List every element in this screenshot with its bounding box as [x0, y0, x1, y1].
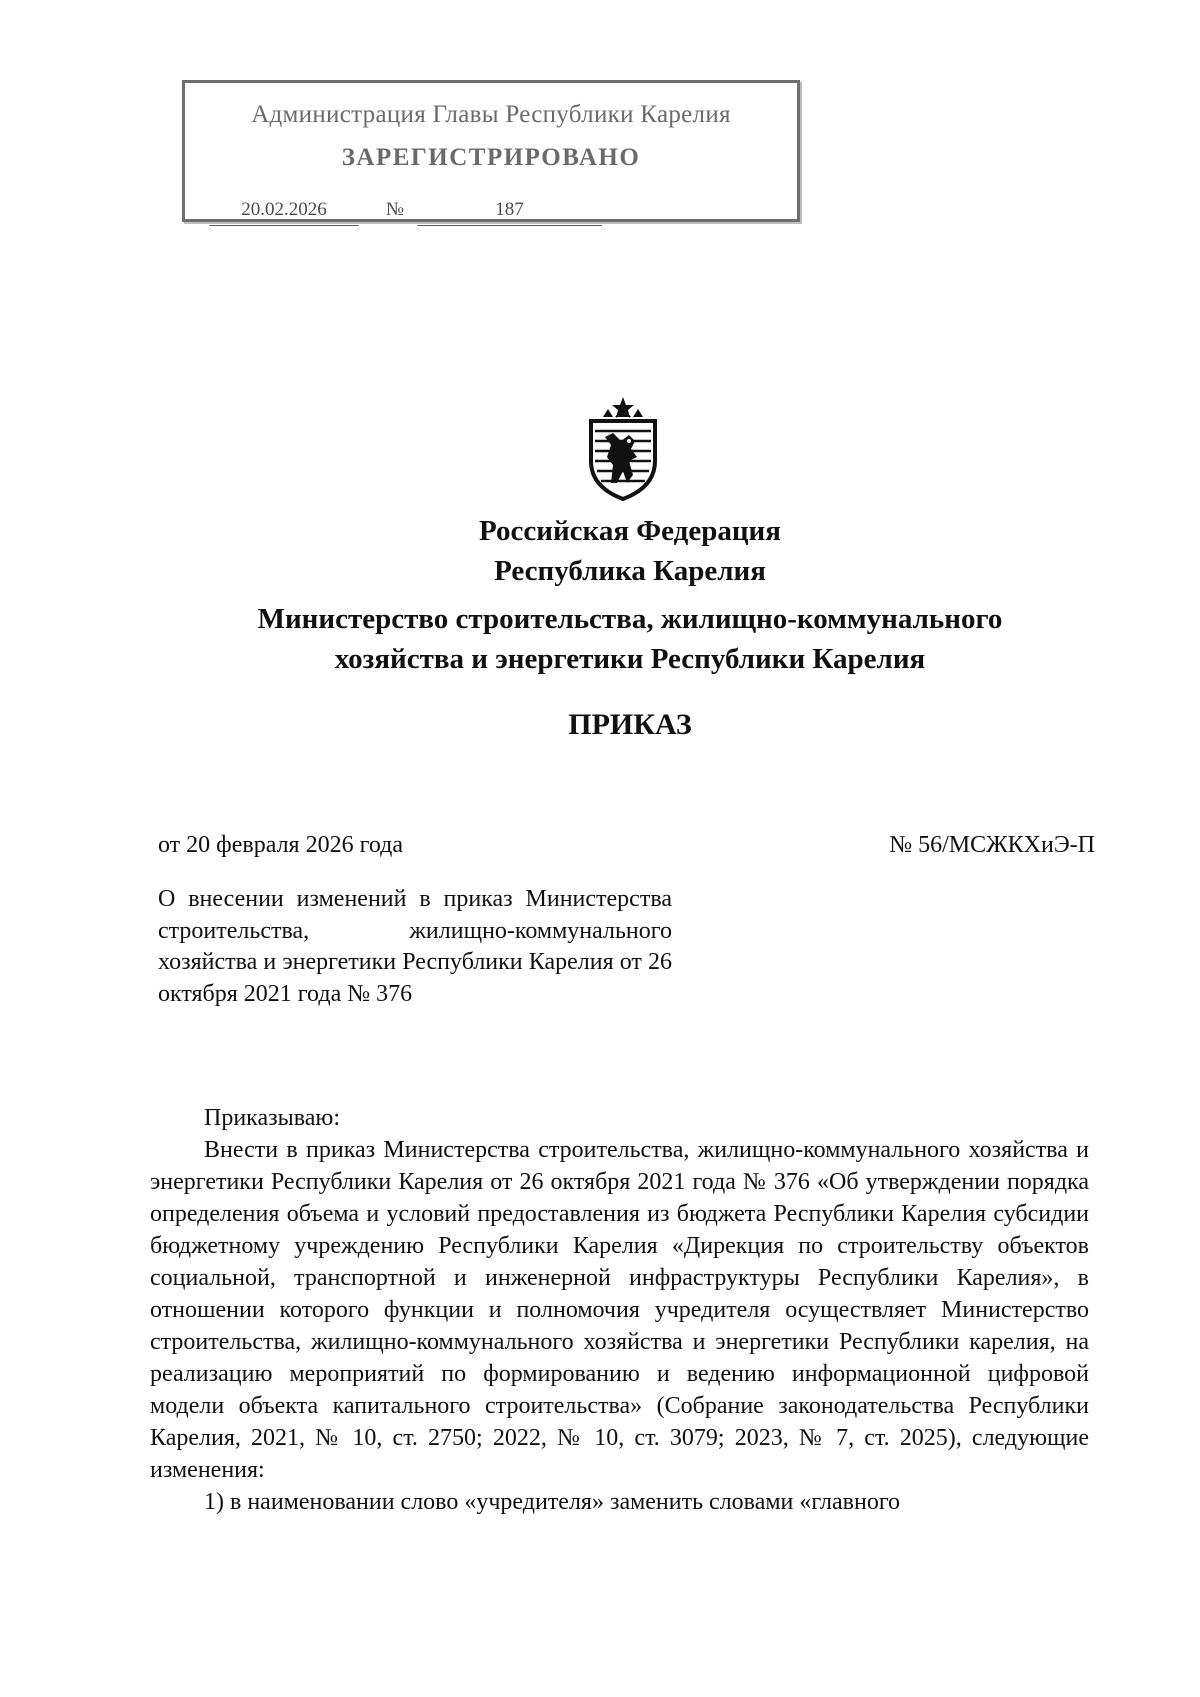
stamp-organization: Администрация Главы Республики Карелия: [251, 101, 731, 128]
order-item-1: 1) в наименовании слово «учредителя» заменить словами «главного: [204, 1489, 901, 1515]
order-paragraph: Внести в приказ Министерства строительства, жилищно-коммунального хозяйства и энергетики Республики Карелия от 26 октября 2021 года № 376 «Об утверждении порядка определения объема и условий предоставления из бюджета Республики Карелия субсидии бюджетному учреждению Республики Карелия «Дирекция по строительству объектов социальной, транспортной и инженерной инфраструктуры Республики Карелия», в отношении которого функции и полномочия учредителя осуществляет Министерство строительства, жилищно-коммунального хозяйства и энергетики Республики карелия, на реализацию мероприятий по формированию и ведению информационной цифровой модели объекта капитального строительства» (Собрание законодательства Республики Карелия, 2021, № 10, ст. 2750; 2022, № 10, ст. 3079; 2023, № 7, ст. 2025), следующие изменения:: [150, 1137, 1089, 1483]
stamp-number: 187: [417, 195, 602, 226]
order-number: № 56/МСЖКХиЭ-П: [889, 832, 1095, 858]
document-type-title: ПРИКАЗ: [568, 708, 692, 741]
order-subject: О внесении изменений в приказ Министерства строительства, жилищно-коммунального хозяйства и энергетики Республики Карелия от 26 октября 2021 года № 376: [158, 886, 672, 1007]
header-ministry-line1: Министерство строительства, жилищно-коммунального: [257, 603, 1003, 635]
karelia-coat-of-arms-icon: [583, 395, 663, 501]
order-word: Приказываю:: [204, 1105, 340, 1131]
order-date: от 20 февраля 2026 года: [158, 832, 404, 858]
header-ministry-line2: хозяйства и энергетики Республики Карелия: [334, 643, 926, 675]
order-body: [150, 1102, 1089, 1518]
stamp-number-label: №: [385, 199, 405, 220]
header-country: Российская Федерация: [479, 515, 781, 547]
stamp-date: 20.02.2026: [209, 195, 359, 226]
stamp-status: ЗАРЕГИСТРИРОВАНО: [341, 144, 641, 171]
header-region: Республика Карелия: [494, 555, 766, 587]
registration-stamp: [182, 80, 800, 222]
